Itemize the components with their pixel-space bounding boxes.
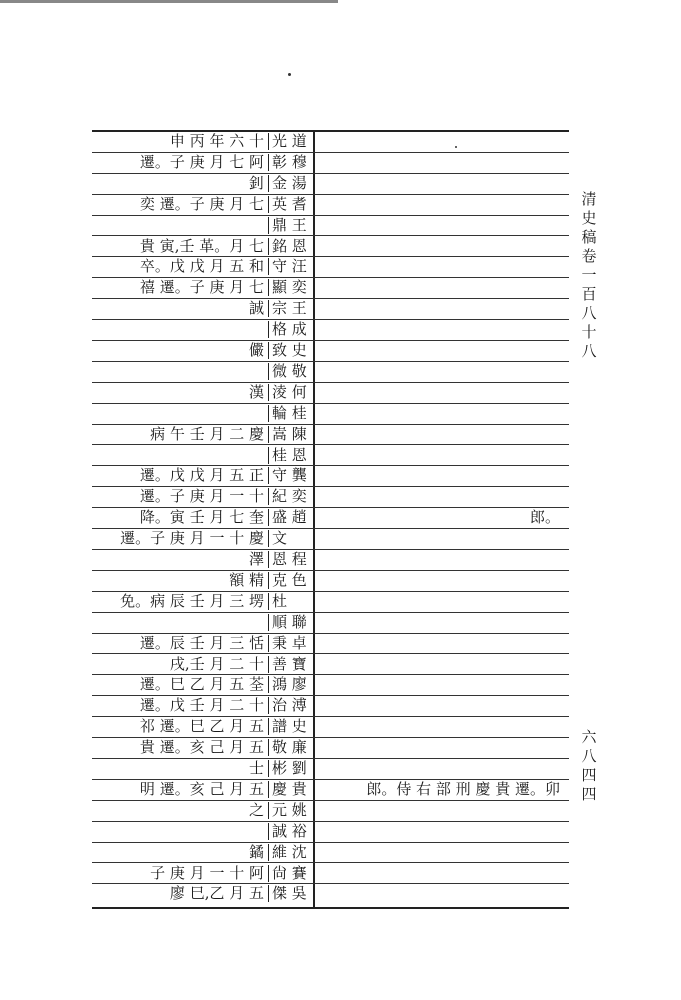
table-row bbox=[92, 529, 569, 550]
table-row bbox=[92, 153, 569, 174]
official-name: 敬 廉 bbox=[272, 738, 307, 757]
cell-divider bbox=[268, 865, 269, 882]
appointment-record: 遷。子 庚 月 七 阿 bbox=[139, 152, 264, 171]
appointment-record: 禧 遷。子 庚 月 七 bbox=[139, 278, 264, 297]
appointment-record bbox=[94, 446, 264, 465]
margin-char: 八 bbox=[581, 342, 597, 360]
right-column-note bbox=[320, 843, 560, 862]
margin-char: 稿 bbox=[581, 228, 597, 246]
table-row bbox=[92, 843, 569, 864]
right-column-note bbox=[320, 529, 560, 548]
appointment-record: 鐍 bbox=[248, 842, 264, 861]
right-column-note bbox=[320, 550, 560, 569]
cell-divider bbox=[268, 572, 269, 589]
cell-divider bbox=[268, 635, 269, 652]
appointment-record: 額 精 bbox=[229, 570, 264, 589]
right-column-note bbox=[320, 466, 560, 485]
official-name: 克 色 bbox=[272, 570, 307, 589]
right-column-note bbox=[320, 717, 560, 736]
table-row bbox=[92, 132, 569, 153]
official-name: 彰 穆 bbox=[272, 152, 307, 171]
cell-divider bbox=[268, 614, 269, 631]
table-row bbox=[92, 864, 569, 885]
cell-divider bbox=[268, 447, 269, 464]
right-column-note bbox=[320, 864, 560, 883]
official-name: 守 汪 bbox=[272, 257, 307, 276]
appointment-record: 遷。戊 戊 月 五 正 bbox=[139, 466, 264, 485]
table-row bbox=[92, 278, 569, 299]
right-column-note bbox=[320, 655, 560, 674]
appointment-record: 遷。子 庚 月 一 十 bbox=[139, 487, 264, 506]
official-name: 文 bbox=[272, 529, 288, 548]
table-row bbox=[92, 592, 569, 613]
cell-divider bbox=[268, 467, 269, 484]
margin-char: 卷 bbox=[581, 247, 597, 265]
official-name: 慶 貴 bbox=[272, 779, 307, 798]
appointment-record: 戌,壬 月 二 十 bbox=[169, 654, 264, 673]
table-bottom-rule bbox=[92, 907, 569, 909]
table-row bbox=[92, 446, 569, 467]
appointment-record: 貴 寅,壬 革。月 七 bbox=[139, 236, 264, 255]
table-row bbox=[92, 174, 569, 195]
cell-divider bbox=[268, 321, 269, 338]
cell-divider bbox=[268, 697, 269, 714]
right-column-note bbox=[320, 801, 560, 820]
appointment-record bbox=[94, 320, 264, 339]
right-column-note bbox=[320, 487, 560, 506]
right-column-note bbox=[320, 822, 560, 841]
cell-divider bbox=[268, 823, 269, 840]
cell-divider bbox=[268, 342, 269, 359]
official-name: 鴻 廖 bbox=[272, 675, 307, 694]
margin-char: 八 bbox=[581, 304, 597, 322]
table-row bbox=[92, 487, 569, 508]
appointment-record: 遷。戊 壬 月 二 十 bbox=[139, 696, 264, 715]
right-column-note bbox=[320, 132, 560, 151]
official-name: 嵩 陳 bbox=[272, 424, 307, 443]
table-row bbox=[92, 257, 569, 278]
table-row bbox=[92, 717, 569, 738]
table-row bbox=[92, 550, 569, 571]
right-column-note: 郎。侍 右 部 刑 慶 貴 遷。卯 bbox=[366, 779, 560, 798]
official-name: 淩 何 bbox=[272, 382, 307, 401]
cell-divider bbox=[268, 760, 269, 777]
right-column-note bbox=[320, 571, 560, 590]
table-row bbox=[92, 466, 569, 487]
appointment-record: 明 遷。亥 己 月 五 bbox=[139, 779, 264, 798]
right-column-note bbox=[320, 216, 560, 235]
cell-divider bbox=[268, 551, 269, 568]
cell-divider bbox=[268, 405, 269, 422]
official-name: 桂 恩 bbox=[272, 445, 307, 464]
appointment-record: 儼 bbox=[248, 341, 264, 359]
official-name: 杜 bbox=[272, 591, 288, 610]
official-name: 致 史 bbox=[272, 341, 307, 359]
cell-divider bbox=[268, 363, 269, 380]
margin-char: 清 bbox=[581, 190, 597, 208]
official-name: 治 溥 bbox=[272, 696, 307, 715]
appointment-record bbox=[94, 613, 264, 632]
table-row bbox=[92, 613, 569, 634]
right-column-note bbox=[320, 425, 560, 444]
official-name: 格 成 bbox=[272, 320, 307, 339]
table-row bbox=[92, 655, 569, 676]
right-column-note bbox=[320, 884, 560, 903]
cell-divider bbox=[268, 384, 269, 401]
cell-divider bbox=[268, 238, 269, 255]
cell-divider bbox=[268, 739, 269, 756]
appointment-record: 遷。子 庚 月 一 十 慶 bbox=[120, 529, 264, 548]
cell-divider bbox=[268, 885, 269, 902]
official-name: 傑 吳 bbox=[272, 884, 307, 903]
cell-divider bbox=[268, 300, 269, 317]
margin-char: 八 bbox=[581, 747, 597, 765]
appointment-record: 澤 bbox=[248, 550, 264, 568]
cell-divider bbox=[268, 718, 269, 735]
margin-char: 史 bbox=[581, 209, 597, 227]
margin-char: 六 bbox=[581, 728, 597, 746]
official-name: 金 湯 bbox=[272, 173, 307, 192]
right-column-note bbox=[320, 257, 560, 276]
official-name: 紀 奕 bbox=[272, 487, 307, 506]
table-row bbox=[92, 884, 569, 904]
margin-char: 百 bbox=[581, 285, 597, 303]
right-column-note bbox=[320, 446, 560, 465]
table-row bbox=[92, 341, 569, 362]
official-name: 銘 恩 bbox=[272, 236, 307, 255]
table-row bbox=[92, 634, 569, 655]
appointment-record: 誠 bbox=[248, 299, 264, 318]
cell-divider bbox=[268, 530, 269, 547]
table-row bbox=[92, 738, 569, 759]
right-column-note bbox=[320, 634, 560, 653]
table-row bbox=[92, 571, 569, 592]
margin-char: 四 bbox=[581, 766, 597, 784]
appointment-record bbox=[94, 822, 264, 841]
appointment-record: 之 bbox=[248, 800, 264, 819]
right-column-note bbox=[320, 613, 560, 632]
official-name: 尙 賽 bbox=[272, 863, 307, 882]
margin-char: 四 bbox=[581, 785, 597, 803]
official-name: 恩 程 bbox=[272, 550, 307, 568]
appointment-record bbox=[94, 216, 264, 235]
table-row bbox=[92, 801, 569, 822]
cell-divider bbox=[268, 279, 269, 296]
right-column-note bbox=[320, 174, 560, 193]
table-row bbox=[92, 425, 569, 446]
right-column-note bbox=[320, 759, 560, 778]
official-name: 輪 桂 bbox=[272, 403, 307, 422]
table-row bbox=[92, 362, 569, 383]
page-number bbox=[580, 728, 598, 804]
ink-speck bbox=[288, 73, 291, 76]
official-name: 宗 王 bbox=[272, 299, 307, 318]
table-row bbox=[92, 320, 569, 341]
official-name: 盛 趙 bbox=[272, 508, 307, 527]
cell-divider bbox=[268, 133, 269, 150]
cell-divider bbox=[268, 196, 269, 213]
margin-char: 十 bbox=[581, 323, 597, 341]
table-row bbox=[92, 822, 569, 843]
appointment-record: 遷。巳 乙 月 五 荃 bbox=[139, 675, 264, 694]
official-name: 顯 奕 bbox=[272, 278, 307, 297]
appointment-record: 釗 bbox=[248, 173, 264, 192]
official-name: 維 沈 bbox=[272, 842, 307, 861]
table-row bbox=[92, 780, 569, 801]
table-row bbox=[92, 195, 569, 216]
cell-divider bbox=[268, 154, 269, 171]
right-column-note bbox=[320, 738, 560, 757]
appointment-record: 祁 遷。巳 乙 月 五 bbox=[139, 717, 264, 736]
running-title bbox=[580, 190, 598, 361]
official-name: 守 龔 bbox=[272, 466, 307, 485]
appointment-record: 卒。戊 戊 月 五 和 bbox=[139, 257, 264, 276]
table-row bbox=[92, 759, 569, 780]
appointment-record: 士 bbox=[248, 759, 264, 777]
appointment-record: 申 丙 年 六 十 bbox=[169, 132, 264, 150]
appointment-record: 遷。辰 壬 月 三 恬 bbox=[139, 633, 264, 652]
right-column-note bbox=[320, 383, 560, 402]
scan-top-edge bbox=[0, 0, 338, 3]
right-column-note bbox=[320, 153, 560, 172]
appointment-record: 漢 bbox=[248, 382, 264, 401]
cell-divider bbox=[268, 844, 269, 861]
cell-divider bbox=[268, 217, 269, 234]
appointment-record: 廖 巳,乙 月 五 bbox=[169, 884, 264, 903]
official-name: 誠 裕 bbox=[272, 821, 307, 840]
right-column-note bbox=[320, 362, 560, 381]
official-name: 秉 卓 bbox=[272, 633, 307, 652]
cell-divider bbox=[268, 781, 269, 798]
cell-divider bbox=[268, 676, 269, 693]
right-column-note: 郎。 bbox=[529, 508, 560, 527]
right-column-note bbox=[320, 696, 560, 715]
cell-divider bbox=[268, 175, 269, 192]
table-row bbox=[92, 696, 569, 717]
official-name: 順 聯 bbox=[272, 612, 307, 631]
official-name: 光 道 bbox=[272, 132, 307, 150]
cell-divider bbox=[268, 488, 269, 505]
cell-divider bbox=[268, 509, 269, 526]
right-column-note bbox=[320, 195, 560, 214]
table-row bbox=[92, 383, 569, 404]
official-name: 元 姚 bbox=[272, 800, 307, 819]
appointment-record: 降。寅 壬 月 七 奎 bbox=[139, 508, 264, 527]
appointment-record bbox=[94, 362, 264, 381]
official-name: 微 敬 bbox=[272, 361, 307, 380]
appointment-record: 奕 遷。子 庚 月 七 bbox=[139, 194, 264, 213]
table-row bbox=[92, 675, 569, 696]
right-column-note bbox=[320, 675, 560, 694]
cell-divider bbox=[268, 593, 269, 610]
cell-divider bbox=[268, 802, 269, 819]
cell-divider bbox=[268, 426, 269, 443]
cell-divider bbox=[268, 258, 269, 275]
right-column-note bbox=[320, 237, 560, 256]
official-name: 英 耆 bbox=[272, 194, 307, 213]
table-row bbox=[92, 299, 569, 320]
table-row bbox=[92, 508, 569, 529]
margin-char: 一 bbox=[581, 266, 597, 284]
table-row bbox=[92, 237, 569, 258]
table-row bbox=[92, 216, 569, 237]
official-name: 鼎 王 bbox=[272, 215, 307, 234]
official-name: 彬 劉 bbox=[272, 759, 307, 777]
appointment-record bbox=[94, 404, 264, 423]
right-column-note bbox=[320, 278, 560, 297]
appointment-record: 病 午 壬 月 二 慶 bbox=[150, 424, 264, 443]
table-row bbox=[92, 404, 569, 425]
official-name: 譜 史 bbox=[272, 717, 307, 736]
cell-divider bbox=[268, 656, 269, 673]
right-column-note bbox=[320, 592, 560, 611]
right-column-note bbox=[320, 341, 560, 360]
appointment-record: 貴 遷。亥 己 月 五 bbox=[139, 738, 264, 757]
appointment-record: 免。病 辰 壬 月 三 塄 bbox=[120, 591, 264, 610]
right-column-note bbox=[320, 404, 560, 423]
right-column-note bbox=[320, 299, 560, 318]
right-column-note bbox=[320, 320, 560, 339]
official-name: 善 寶 bbox=[272, 654, 307, 673]
appointment-record: 子 庚 月 一 十 阿 bbox=[150, 863, 264, 882]
